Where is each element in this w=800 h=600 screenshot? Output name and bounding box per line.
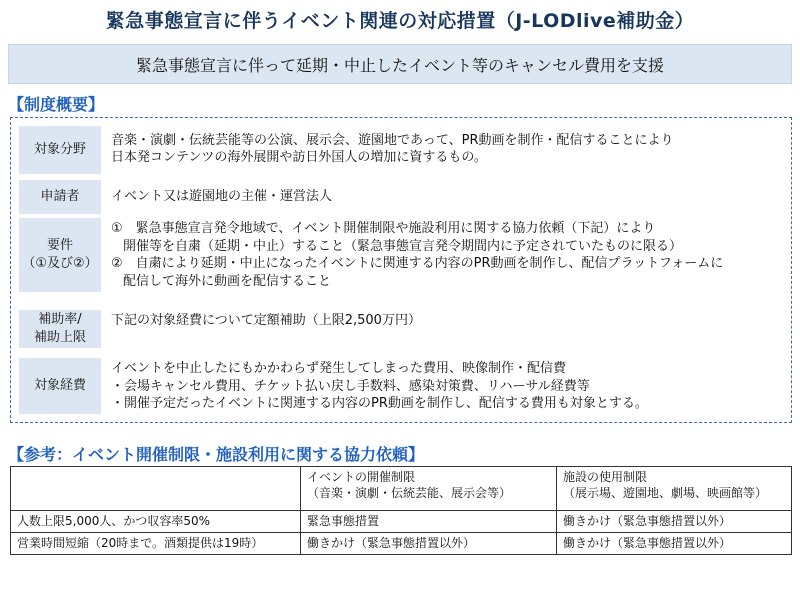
row-label [19,310,101,348]
content-line: ① 緊急事態宣言発令地域で、イベント開催制限や施設利用に関する協力依頼（下記）により [111,221,656,236]
table-header-cell [557,467,792,511]
content-line: 下記の対象経費について定額補助（上限2,500万円） [111,313,421,328]
content-line: 配信して海外に動画を配信すること [123,273,332,289]
row-label: 対象経費 [19,358,101,414]
table-cell: 緊急事態措置 [301,511,557,533]
row-content [101,358,785,413]
row-content [101,126,785,166]
header-title: 施設の使用制限 [563,470,648,484]
row-label-line: 補助上限 [33,330,86,345]
overview-row-target-field [19,126,785,174]
row-label: 申請者 [19,180,101,214]
overview-row-applicant [19,180,785,214]
table-header-row [11,467,792,511]
table-cell: 営業時間短縮（20時まで。酒類提供は19時） [11,533,301,555]
overview-section-label: 【制度概要】 [8,95,105,114]
overview-box [10,117,792,423]
header-sub: （音楽・演劇・伝統芸能、展示会等） [307,486,512,500]
table-header-cell [11,467,301,511]
overview-row-eligible-expenses [19,358,785,414]
table-row [11,533,792,555]
content-line: 日本発コンテンツの海外展開や訪日外国人の増加に資するもの。 [111,150,487,165]
overview-row-subsidy-rate [19,310,785,348]
table-cell: 人数上限5,000人、かつ収容率50% [11,511,301,533]
overview-row-requirements [19,218,785,292]
table-header-cell [301,467,557,511]
row-label [19,218,101,292]
content-line: 開催等を自粛（延期・中止）すること（緊急事態宣言発令期間内に予定されていたものに限る） [123,238,683,254]
table-cell: 働きかけ（緊急事態措置以外） [557,511,792,533]
table-cell: 働きかけ（緊急事態措置以外） [301,533,557,555]
row-content [101,218,785,290]
table-cell: 働きかけ（緊急事態措置以外） [557,533,792,555]
row-label-line: （①及び②） [22,256,98,271]
content-line: イベントを中止したにもかかわらず発生してしまった費用、映像制作・配信費 [111,361,567,376]
reference-section-label: 【参考：イベント開催制限・施設利用に関する協力依頼】 [8,445,425,464]
row-label: 対象分野 [19,126,101,174]
header-title: イベントの開催制限 [307,470,416,484]
content-line: ・会場キャンセル費用、チケット払い戻し手数料、感染対策費、リハーサル経費等 [111,378,590,394]
row-label-line: 要件 [46,238,73,253]
header-sub: （展示場、遊園地、劇場、映画館等） [563,486,768,500]
reference-table [10,466,792,555]
row-label-line: 補助率/ [38,312,82,327]
table-row [11,511,792,533]
subtitle-banner: 緊急事態宣言に伴って延期・中止したイベント等のキャンセル費用を支援 [8,44,792,84]
content-line: ・開催予定だったイベントに関連する内容のPR動画を制作し、配信する費用も対象とする。 [111,396,648,411]
content-line: 音楽・演劇・伝統芸能等の公演、展示会、遊園地であって、PR動画を制作・配信することにより [111,133,674,148]
row-content [101,310,785,329]
content-line: イベント又は遊園地の主催・運営法人 [111,189,333,204]
page-title: 緊急事態宣言に伴うイベント関連の対応措置（J-LODlive補助金） [105,10,695,32]
row-content [101,180,785,205]
content-line: ② 自粛により延期・中止になったイベントに関連する内容のPR動画を制作し、配信プラットフォームに [111,256,724,271]
